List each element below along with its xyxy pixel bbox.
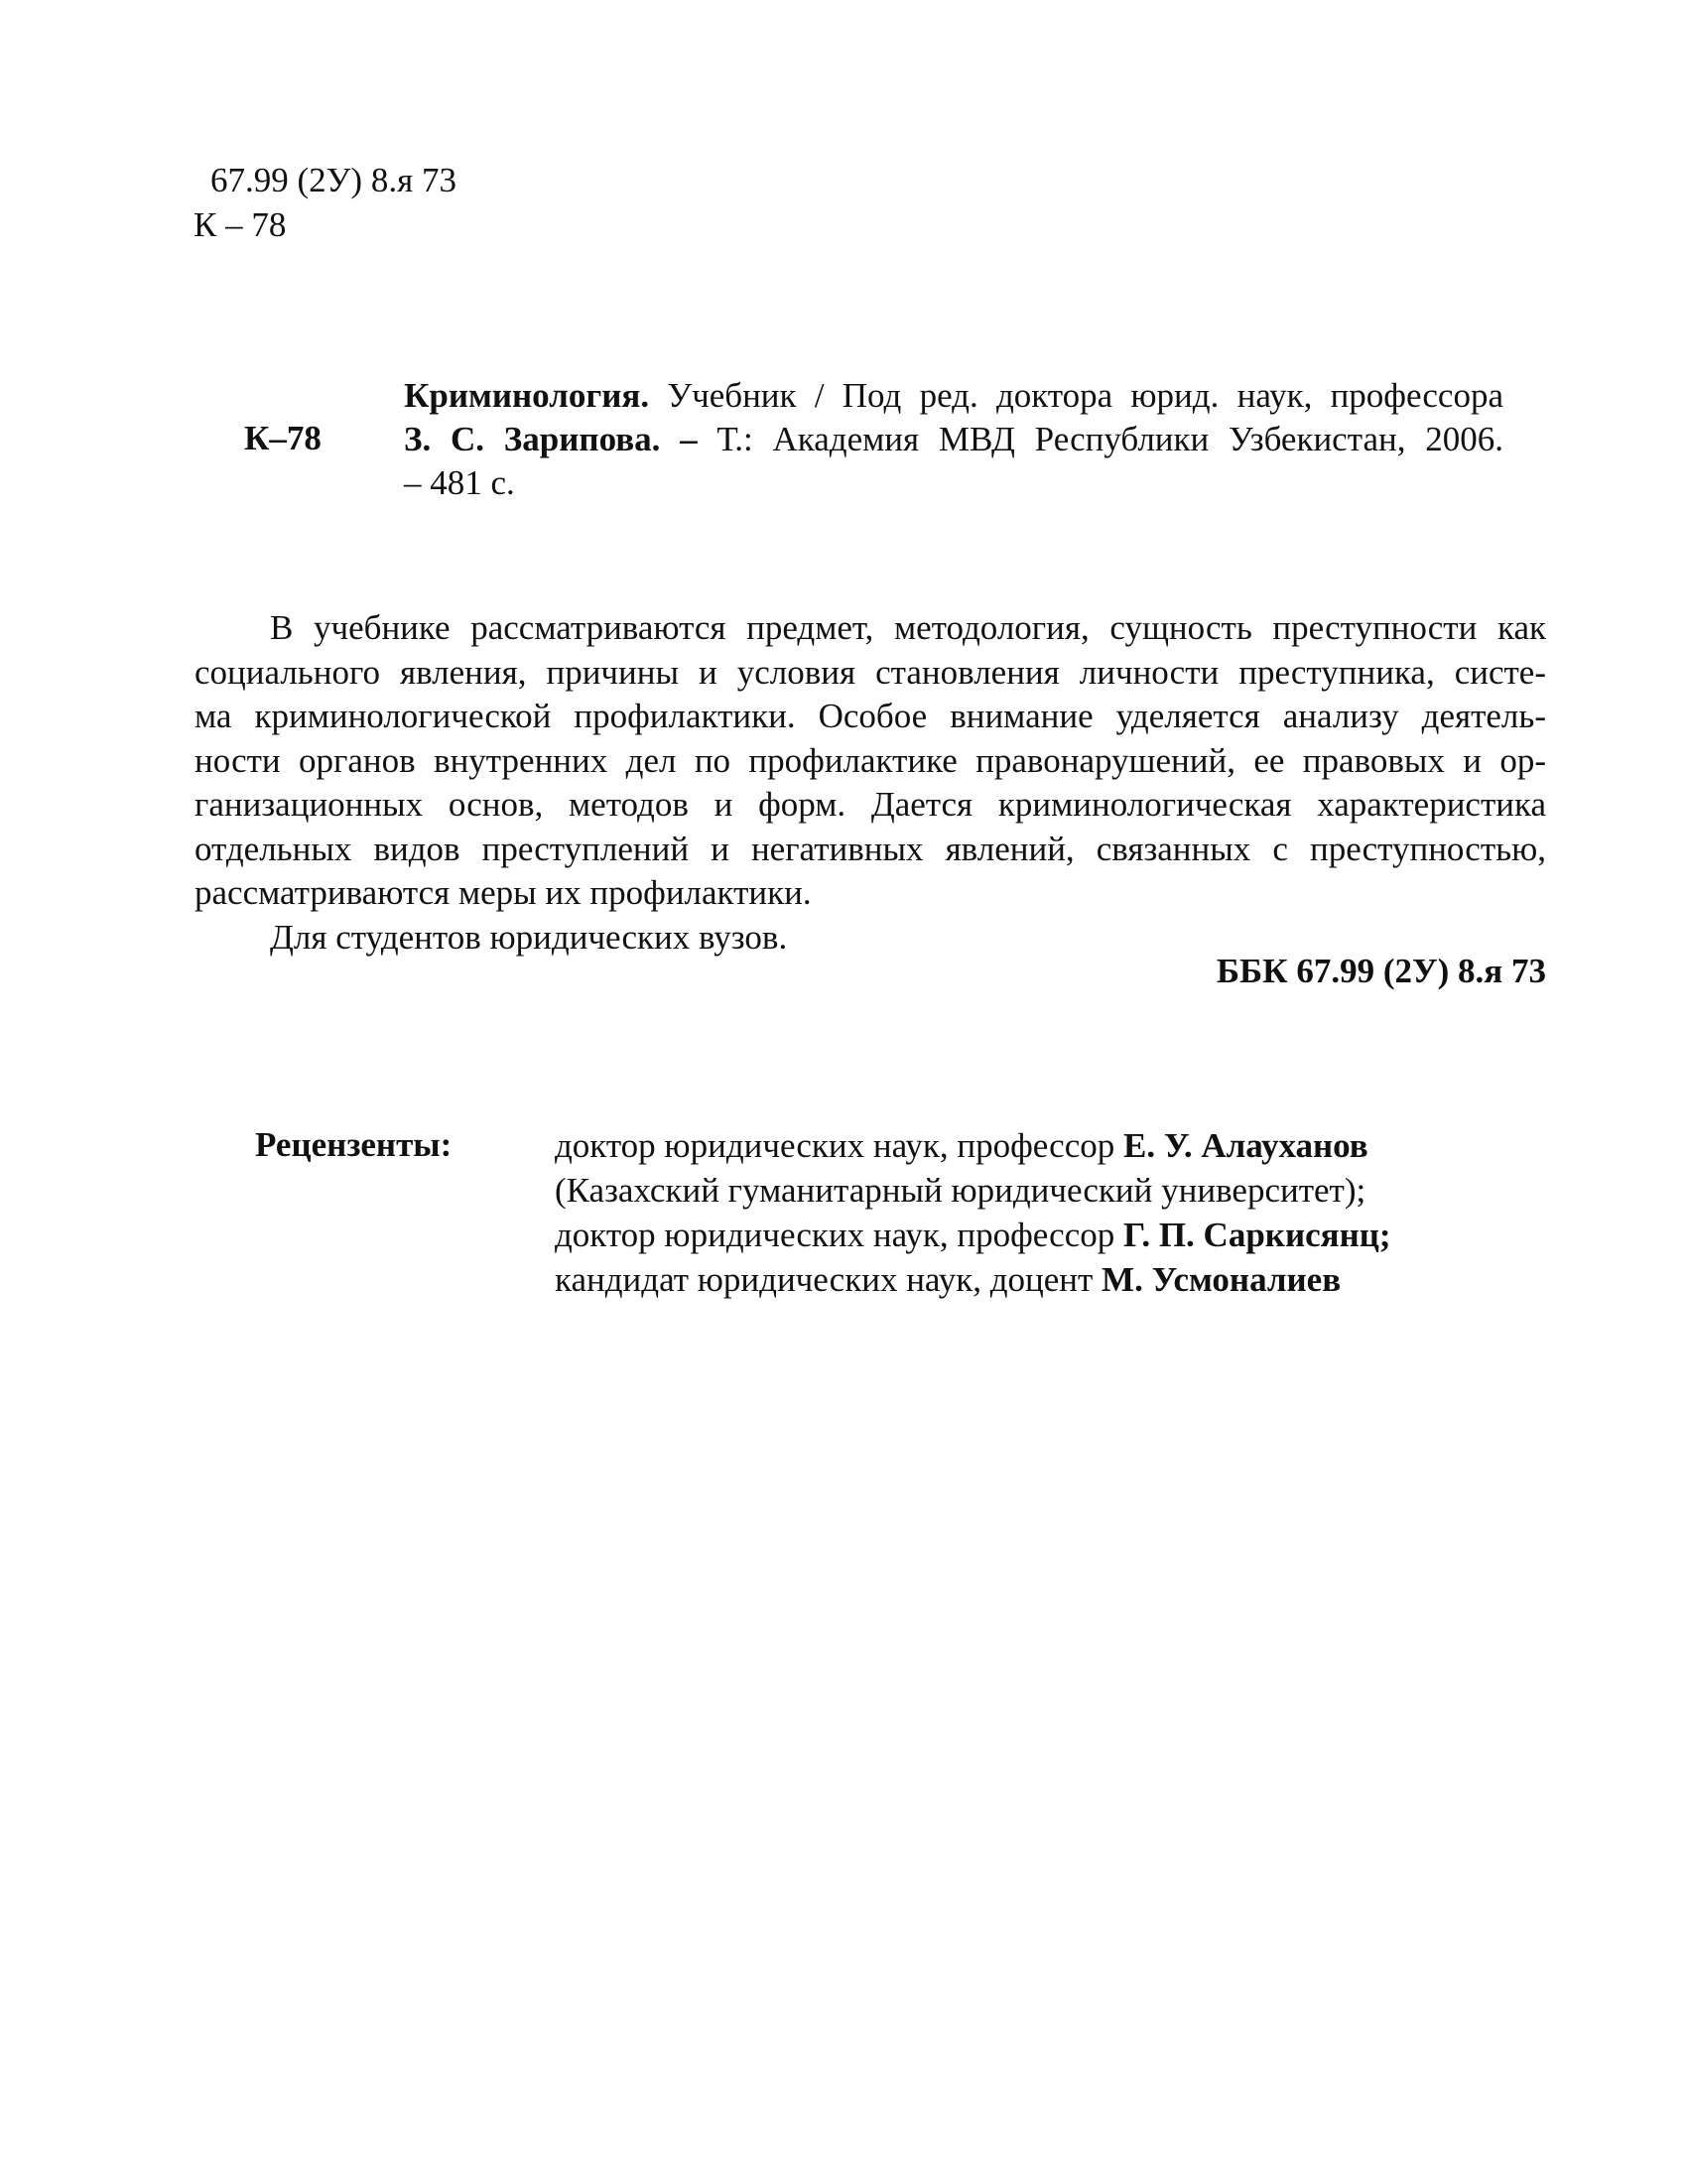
reviewer-2-name: Г. П. Саркисянц; xyxy=(1123,1216,1391,1254)
card-line-1 xyxy=(404,374,1503,418)
annotation-line: ма криминологической профилактики. Особое внимание уделяется анализу деятель- xyxy=(195,697,1546,735)
publisher-info: Т.: Академия МВД Республики Узбекистан, 2006. xyxy=(697,420,1503,458)
book-editor: З. С. Зарипова. – xyxy=(404,420,698,458)
book-description: Учебник / Под ред. доктора юрид. наук, профессора xyxy=(649,376,1503,415)
catalog-card xyxy=(404,374,1503,505)
reviewer-1-title: доктор юридических наук, профессор xyxy=(555,1126,1124,1165)
card-author-mark: К–78 xyxy=(244,419,322,457)
author-mark: К – 78 xyxy=(194,205,287,244)
bbk-code: ББК 67.99 (2У) 8.я 73 xyxy=(1216,952,1546,990)
book-title: Криминология. xyxy=(404,376,650,415)
reviewer-3-title: кандидат юридических наук, доцент xyxy=(555,1260,1103,1299)
reviewers-label: Рецензенты: xyxy=(255,1125,453,1164)
annotation-line: рассматриваются меры их профилактики. xyxy=(195,873,812,912)
reviewer-3-name: М. Усмоналиев xyxy=(1102,1260,1342,1299)
reviewer-1-affiliation: (Казахский гуманитарный юридический университет); xyxy=(555,1171,1366,1210)
reviewer-1 xyxy=(555,1123,1391,1168)
udk-code: 67.99 (2У) 8.я 73 xyxy=(210,161,456,199)
card-line-2 xyxy=(404,418,1503,461)
annotation-line: ности органов внутренних дел по профилактике правонарушений, ее правовых и ор- xyxy=(195,740,1546,780)
annotation xyxy=(195,606,1546,960)
reviewer-1-name: Е. У. Алауханов xyxy=(1123,1126,1368,1165)
annotation-line: ганизационных основ, методов и форм. Дается криминологическая характеристика xyxy=(195,785,1546,824)
reviewer-2-title: доктор юридических наук, профессор xyxy=(555,1216,1124,1254)
annotation-line: отдельных видов преступлений и негативных явлений, связанных с преступностью, xyxy=(195,829,1546,868)
reviewer-3 xyxy=(555,1257,1391,1302)
annotation-line: социального явления, причины и условия становления личности преступника, систе- xyxy=(195,652,1546,692)
page-count: – 481 с. xyxy=(404,463,515,502)
reviewer-2 xyxy=(555,1213,1391,1257)
annotation-line: В учебнике рассматриваются предмет, методология, сущность преступности как xyxy=(270,608,1546,647)
reviewers-list xyxy=(555,1123,1391,1302)
audience-note: Для студентов юридических вузов. xyxy=(270,917,788,957)
